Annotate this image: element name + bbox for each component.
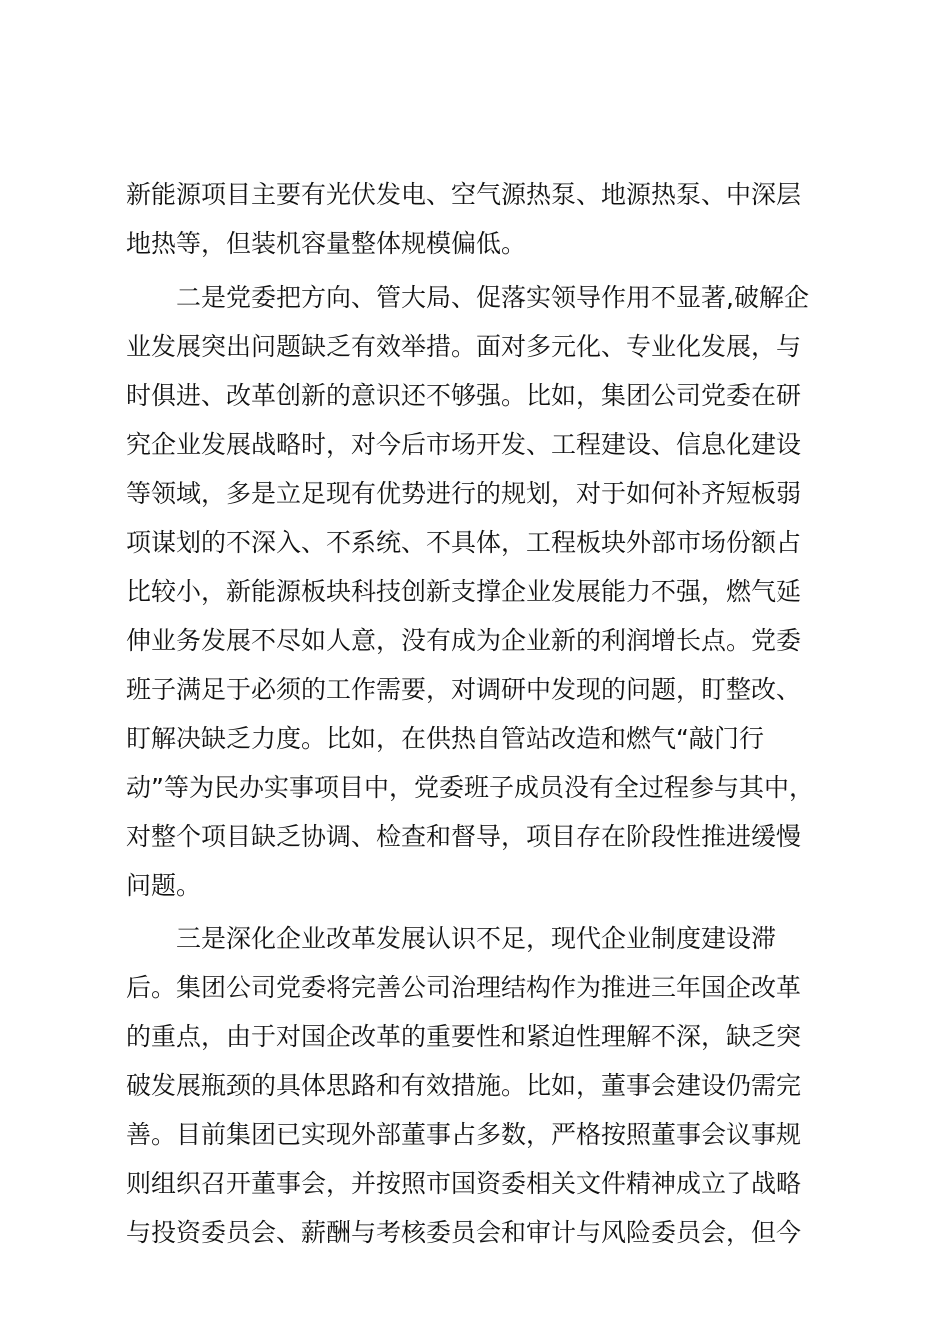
- text-line: 动”等为民办实事项目中，党委班子成员没有全过程参与其中，: [126, 772, 814, 802]
- text-line: 比较小，新能源板块科技创新支撑企业发展能力不强，燃气延: [126, 576, 802, 606]
- paragraph: [126, 914, 826, 1257]
- text-line: 三是深化企业改革发展认识不足，现代企业制度建设滞: [176, 924, 777, 953]
- text-line: 业发展突出问题缺乏有效举措。面对多元化、专业化发展，与: [126, 331, 802, 361]
- text-line: 后。集团公司党委将完善公司治理结构作为推进三年国企改革: [126, 973, 802, 1002]
- text-line: 的重点，由于对国企改革的重要性和紧迫性理解不深，缺乏突: [126, 1022, 802, 1051]
- text-line: 破发展瓶颈的具体思路和有效措施。比如，董事会建设仍需完: [126, 1071, 802, 1100]
- text-line: 二是党委把方向、管大局、促落实领导作用不显著,破解企: [176, 282, 809, 312]
- text-line: 班子满足于必须的工作需要，对调研中发现的问题，盯整改、: [126, 674, 802, 704]
- text-line: 新能源项目主要有光伏发电、空气源热泵、地源热泵、中深层: [126, 180, 802, 209]
- text-line: 盯解决缺乏力度。比如，在供热自管站改造和燃气“敲门行: [126, 723, 764, 753]
- body-text: [126, 170, 826, 1257]
- text-line: 伸业务发展不尽如人意，没有成为企业新的利润增长点。党委: [126, 625, 802, 655]
- text-line: 时俱进、改革创新的意识还不够强。比如，集团公司党委在研: [126, 380, 802, 410]
- paragraph: [126, 170, 826, 268]
- paragraph: [126, 273, 826, 910]
- text-line: 善。目前集团已实现外部董事占多数，严格按照董事会议事规: [126, 1120, 802, 1149]
- text-line: 究企业发展战略时，对今后市场开发、工程建设、信息化建设: [126, 429, 802, 459]
- text-line: 则组织召开董事会，并按照市国资委相关文件精神成立了战略: [126, 1169, 802, 1198]
- text-line: 地热等，但装机容量整体规模偏低。: [126, 229, 527, 258]
- text-line: 对整个项目缺乏协调、检查和督导，项目存在阶段性推进缓慢: [126, 821, 802, 851]
- text-line: 与投资委员会、薪酬与考核委员会和审计与风险委员会，但今: [126, 1218, 802, 1247]
- text-line: 等领域，多是立足现有优势进行的规划，对于如何补齐短板弱: [126, 478, 802, 508]
- text-line: 项谋划的不深入、不系统、不具体，工程板块外部市场份额占: [126, 527, 802, 557]
- text-line: 问题。: [126, 870, 202, 900]
